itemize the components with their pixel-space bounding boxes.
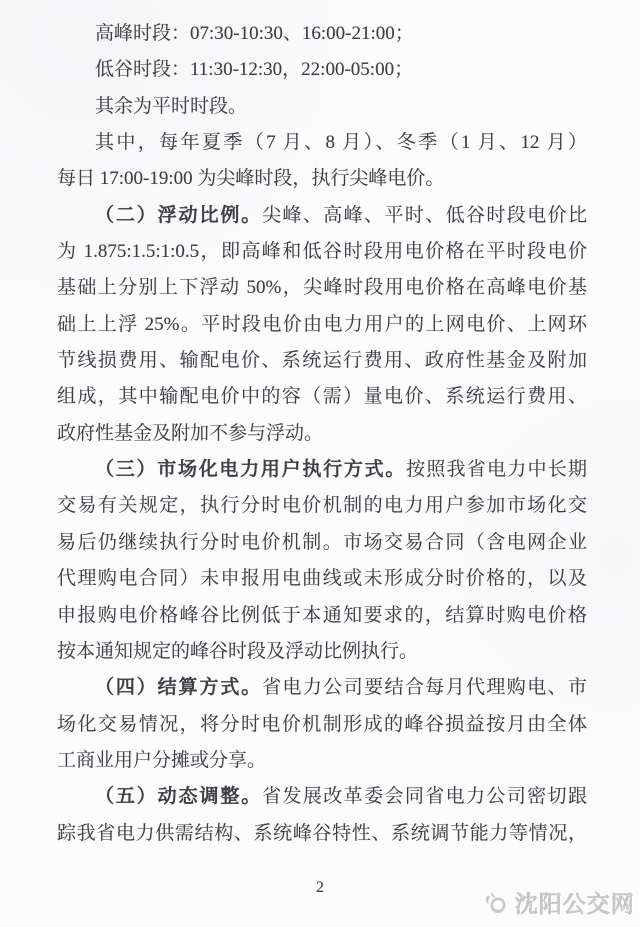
- text-line: 础上上浮 25%。平时段电价由电力用户的上网电价、上网环: [57, 313, 587, 335]
- section-heading: （二）浮动比例。: [95, 204, 263, 226]
- text-line: 场化交易情况，将分时电价机制形成的峰谷损益按月由全体: [57, 713, 587, 735]
- text-line: 政府性基金及附加不参与浮动。: [57, 422, 324, 444]
- text-line: 组成，其中输配电价中的容（需）量电价、系统运行费用、: [57, 386, 587, 408]
- text-line: 高峰时段：07:30-10:30、16:00-21:00；: [95, 23, 414, 44]
- text-line: 申报购电价格峰谷比例低于本通知要求的，结算时购电价格: [57, 604, 587, 626]
- text-line: 代理购电合同）未申报用电曲线或未形成分时价格的，以及: [57, 568, 587, 590]
- text-line: 按本通知规定的峰谷时段及浮动比例执行。: [57, 640, 419, 662]
- section-heading: （四）结算方式。: [95, 677, 263, 699]
- text-line: （三）市场化电力用户执行方式。按照我省电力中长期: [95, 459, 587, 481]
- text-line: 其中，每年夏季（7 月、8 月）、冬季（1 月、12 月）: [95, 132, 587, 154]
- watermark: [482, 886, 635, 919]
- watermark-text: 沈阳公交网: [515, 891, 635, 917]
- section-heading: （五）动态调整。: [95, 786, 263, 808]
- text-line: 节线损费用、输配电价、系统运行费用、政府性基金及附加: [57, 350, 587, 372]
- text-line: 为 1.875:1.5:1:0.5，即高峰和低谷时段用电价格在平时段电价: [57, 241, 587, 263]
- text-line: 每日 17:00-19:00 为尖峰时段，执行尖峰电价。: [57, 168, 445, 190]
- section-heading: （三）市场化电力用户执行方式。: [95, 459, 407, 481]
- text-line: 易后仍继续执行分时电价机制。市场交易合同（含电网企业: [57, 531, 587, 553]
- text-line: （四）结算方式。省电力公司要结合每月代理购电、市: [95, 677, 587, 699]
- shenyang-bus-logo-icon: [482, 889, 510, 917]
- text-line: 低谷时段：11:30-12:30，22:00-05:00；: [95, 59, 414, 81]
- page-number: 2: [316, 879, 324, 896]
- text-line: （五）动态调整。省发展改革委会同省电力公司密切跟: [95, 786, 587, 808]
- text-line: （二）浮动比例。尖峰、高峰、平时、低谷时段电价比: [95, 204, 587, 226]
- text-line: 工商业用户分摊或分享。: [57, 749, 267, 771]
- text-line: 交易有关规定，执行分时电价机制的电力用户参加市场化交: [57, 495, 587, 517]
- text-line: 踪我省电力供需结构、系统峰谷特性、系统调节能力等情况，: [57, 822, 587, 844]
- text-line: 其余为平时时段。: [95, 95, 248, 117]
- document-body: [57, 16, 587, 852]
- text-line: 基础上分别上下浮动 50%，尖峰时段用电价格在高峰电价基: [57, 277, 587, 299]
